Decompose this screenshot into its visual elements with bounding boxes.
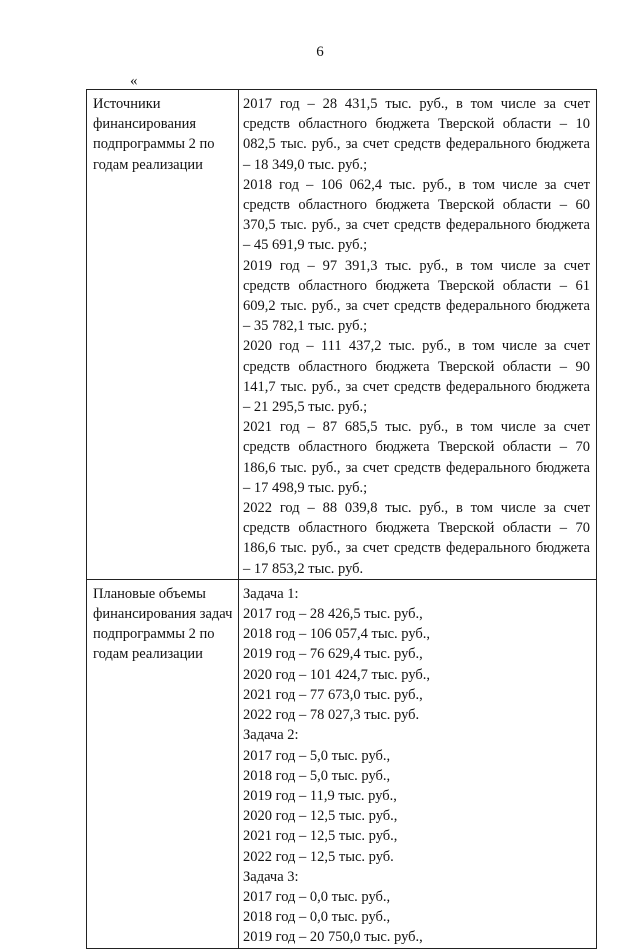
year-2017-financing-paragraph: 2017 год – 28 431,5 тыс. руб., в том числе за счет средств областного бюджета Тверской области – 10 082,5 тыс. руб., за счет средств федерального бюджета – 18 349,0 тыс. руб.; bbox=[243, 96, 590, 173]
task-3-line-2017: 2017 год – 0,0 тыс. руб., bbox=[243, 888, 391, 905]
task-1-line-2020: 2020 год – 101 424,7 тыс. руб., bbox=[243, 666, 431, 683]
task-1-line-2021: 2021 год – 77 673,0 тыс. руб., bbox=[243, 686, 423, 703]
financing-sources-by-year bbox=[239, 90, 597, 580]
year-2021-financing-paragraph: 2021 год – 87 685,5 тыс. руб., в том числе за счет средств областного бюджета Тверской области – 70 186,6 тыс. руб., за счет средств федерального бюджета – 17 498,9 тыс. руб.; bbox=[243, 419, 590, 496]
planned-volumes-by-task bbox=[239, 579, 597, 948]
task-3-line-2018: 2018 год – 0,0 тыс. руб., bbox=[243, 909, 391, 926]
task-2-line-2021: 2021 год – 12,5 тыс. руб., bbox=[243, 828, 398, 845]
task-3-line-2019: 2019 год – 20 750,0 тыс. руб., bbox=[243, 929, 423, 946]
row-label-planned-volumes: Плановые объемы финансирования задач подпрограммы 2 по годам реализации bbox=[87, 579, 239, 948]
task-1-line-2017: 2017 год – 28 426,5 тыс. руб., bbox=[243, 606, 423, 623]
task-2-line-2022: 2022 год – 12,5 тыс. руб. bbox=[243, 848, 394, 865]
year-2022-financing-paragraph: 2022 год – 88 039,8 тыс. руб., в том числе за счет средств областного бюджета Тверской области – 70 186,6 тыс. руб., за счет средств федерального бюджета – 17 853,2 тыс. руб. bbox=[243, 500, 590, 577]
task-3-heading: Задача 3: bbox=[243, 868, 299, 885]
task-2-line-2020: 2020 год – 12,5 тыс. руб., bbox=[243, 808, 398, 825]
task-2-line-2017: 2017 год – 5,0 тыс. руб., bbox=[243, 747, 391, 764]
table-row-financing-sources bbox=[87, 90, 597, 580]
task-2-line-2019: 2019 год – 11,9 тыс. руб., bbox=[243, 787, 397, 804]
year-2018-financing-paragraph: 2018 год – 106 062,4 тыс. руб., в том числе за счет средств областного бюджета Тверской области – 60 370,5 тыс. руб., за счет средств федерального бюджета – 45 691,9 тыс. руб.; bbox=[243, 176, 590, 254]
table-row-planned-volumes bbox=[87, 579, 597, 948]
task-1-heading: Задача 1: bbox=[243, 585, 299, 602]
row-label-financing-sources: Источники финансирования подпрограммы 2 по годам реализации bbox=[87, 90, 239, 580]
opening-quote-mark: « bbox=[130, 73, 138, 89]
task-2-heading: Задача 2: bbox=[243, 727, 299, 744]
financing-table bbox=[86, 89, 597, 949]
task-1-line-2018: 2018 год – 106 057,4 тыс. руб., bbox=[243, 626, 431, 643]
year-2019-financing-paragraph: 2019 год – 97 391,3 тыс. руб., в том числе за счет средств областного бюджета Тверской области – 61 609,2 тыс. руб., за счет средств федерального бюджета – 35 782,1 тыс. руб.; bbox=[243, 257, 590, 335]
task-2-line-2018: 2018 год – 5,0 тыс. руб., bbox=[243, 767, 391, 784]
year-2020-financing-paragraph: 2020 год – 111 437,2 тыс. руб., в том числе за счет средств областного бюджета Тверской области – 90 141,7 тыс. руб., за счет средств федерального бюджета – 21 295,5 тыс. руб.; bbox=[243, 338, 590, 416]
task-1-line-2022: 2022 год – 78 027,3 тыс. руб. bbox=[243, 707, 420, 724]
page-number: 6 bbox=[316, 44, 324, 60]
task-1-line-2019: 2019 год – 76 629,4 тыс. руб., bbox=[243, 646, 423, 663]
